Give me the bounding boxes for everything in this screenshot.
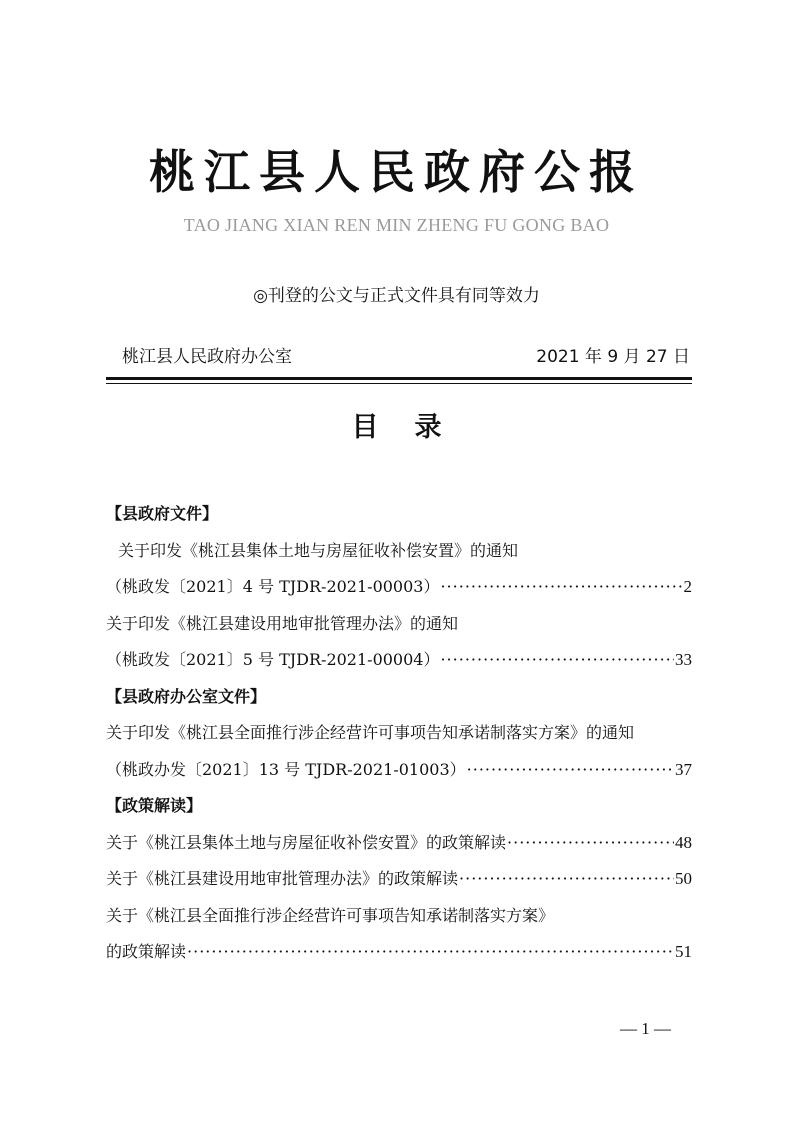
toc-entry-title[interactable] — [106, 606, 692, 643]
leader-dots — [440, 642, 674, 679]
toc-heading-char: 录 — [414, 412, 442, 443]
toc-heading-char: 目 — [351, 412, 379, 443]
toc-entry-line[interactable] — [106, 934, 692, 971]
toc-entry-line[interactable] — [106, 861, 692, 898]
page-number: 48 — [675, 832, 692, 852]
page-number: 33 — [675, 650, 692, 669]
validity-notice: ◎刊登的公文与正式文件具有同等效力 — [253, 286, 540, 306]
toc-entry-line[interactable] — [106, 825, 692, 862]
leader-dots — [467, 752, 674, 789]
masthead-pinyin: TAO JIANG XIAN REN MIN ZHENG FU GONG BAO — [183, 215, 610, 235]
page-number: 50 — [675, 869, 692, 888]
doc-number: （桃政办发〔2021〕13 号 TJDR-2021-01003） — [106, 759, 466, 779]
doc-number: （桃政发〔2021〕4 号 TJDR-2021-00003） — [106, 577, 440, 596]
entry-title: 关于印发《桃江县集体土地与房屋征收补偿安置》的通知 — [118, 540, 519, 560]
issuer: 桃江县人民政府办公室 — [122, 347, 292, 367]
entry-title: 关于印发《桃江县全面推行涉企经营许可事项告知承诺制落实方案》的通知 — [106, 723, 635, 742]
entry-title: 的政策解读 — [106, 942, 187, 961]
toc-section-policy — [106, 788, 692, 825]
toc-entry-line[interactable] — [106, 642, 692, 679]
issue-date: 2021 年 9 月 27 日 — [536, 347, 690, 367]
leader-dots — [440, 569, 682, 606]
toc-entry-title[interactable] — [106, 533, 692, 570]
section-label: 【政策解读】 — [106, 796, 203, 815]
entry-title: 关于印发《桃江县建设用地审批管理办法》的通知 — [106, 613, 459, 633]
leader-dots — [459, 861, 674, 898]
entry-title: 关于《桃江县集体土地与房屋征收补偿安置》的政策解读 — [106, 832, 507, 852]
toc-section-county-gov — [106, 496, 692, 533]
header-rule-thick — [106, 377, 692, 380]
masthead-title: 桃江县人民政府公报 — [149, 145, 644, 199]
page-number: 2 — [683, 577, 692, 596]
page-number: 37 — [675, 759, 692, 779]
toc-list — [106, 496, 692, 971]
section-label: 【县政府文件】 — [106, 504, 219, 523]
toc-entry-title[interactable] — [106, 715, 692, 752]
entry-title: 关于《桃江县建设用地审批管理办法》的政策解读 — [106, 869, 459, 888]
leader-dots — [187, 934, 674, 971]
doc-number: （桃政发〔2021〕5 号 TJDR-2021-00004） — [106, 650, 440, 669]
leader-dots — [507, 825, 674, 862]
entry-title: 关于《桃江县全面推行涉企经营许可事项告知承诺制落实方案》 — [106, 905, 555, 925]
toc-entry-line[interactable] — [106, 752, 692, 789]
page-number: 51 — [675, 942, 692, 961]
toc-section-county-office — [106, 679, 692, 716]
section-label: 【县政府办公室文件】 — [106, 686, 267, 706]
toc-entry-line[interactable] — [106, 569, 692, 606]
page-footer-number: — 1 — — [620, 1019, 671, 1038]
header-rule-thin — [106, 383, 692, 384]
toc-heading — [0, 410, 793, 446]
toc-entry-title[interactable] — [106, 898, 692, 935]
